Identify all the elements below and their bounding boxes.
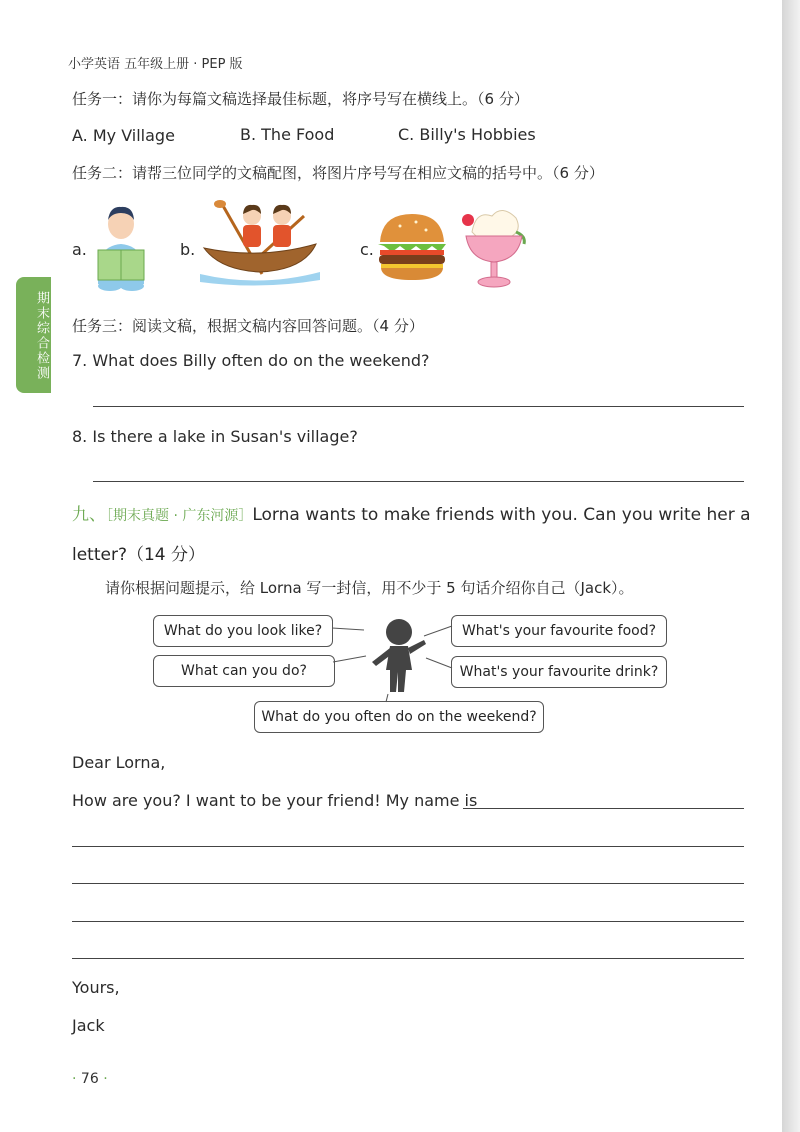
- letter-first-line: How are you? I want to be your friend! My name is: [72, 791, 478, 810]
- section9-title-line1: [72, 500, 751, 525]
- section9-prompt: Lorna wants to make friends with you. Can you write her a: [252, 505, 751, 525]
- answer-line-7[interactable]: [93, 406, 744, 407]
- name-blank-line[interactable]: [463, 808, 744, 809]
- writing-line[interactable]: [72, 921, 744, 922]
- boy-reading-picture: [90, 200, 152, 292]
- writing-line[interactable]: [72, 883, 744, 884]
- stick-figure-with-pointers: [330, 610, 455, 706]
- side-tab: [16, 277, 51, 393]
- question-7: 7. What does Billy often do on the weekend?: [72, 351, 430, 370]
- task3-instruction: 任务三：阅读文稿，根据文稿内容回答问题。（4 分）: [72, 317, 424, 335]
- letter-signature: Jack: [72, 1016, 105, 1035]
- question-8: 8. Is there a lake in Susan's village?: [72, 427, 358, 446]
- bubble-look-like: What do you look like?: [153, 615, 333, 647]
- book-header: 小学英语 五年级上册 · PEP 版: [68, 57, 243, 72]
- picture-label-b: b.: [180, 240, 196, 259]
- ice-cream-sundae-picture: [458, 202, 530, 290]
- bubble-favourite-drink: What's your favourite drink?: [451, 656, 667, 688]
- picture-label-c: c.: [360, 240, 374, 259]
- bubble-can-do: What can you do?: [153, 655, 335, 687]
- writing-line[interactable]: [72, 846, 744, 847]
- hamburger-picture: [376, 212, 448, 282]
- writing-line[interactable]: [72, 958, 744, 959]
- section9-instruction: 请你根据问题提示，给 Lorna 写一封信，用不少于 5 句话介绍你自己（Jack）。: [105, 579, 634, 597]
- task2-instruction: 任务二：请帮三位同学的文稿配图，将图片序号写在相应文稿的括号中。（6 分）: [72, 164, 604, 182]
- section9-title-line2: letter?（14 分）: [72, 545, 206, 565]
- source-tag: ［期末真题 · 广东河源］: [106, 508, 253, 524]
- page-number-value: 76: [80, 1071, 99, 1087]
- page-number: · 76 ·: [72, 1071, 108, 1087]
- option-c: C. Billy's Hobbies: [398, 125, 536, 144]
- task1-instruction: 任务一：请你为每篇文稿选择最佳标题，将序号写在横线上。（6 分）: [72, 90, 529, 108]
- option-b: B. The Food: [240, 125, 335, 144]
- boys-rowing-boat-picture: [200, 196, 320, 286]
- letter-greeting: Dear Lorna,: [72, 753, 166, 772]
- picture-label-a: a.: [72, 240, 87, 259]
- page-edge-shadow: [782, 0, 800, 1132]
- letter-closing: Yours,: [72, 978, 120, 997]
- side-tab-label: 期末综合检测: [34, 291, 49, 381]
- answer-line-8[interactable]: [93, 481, 744, 482]
- option-a: A. My Village: [72, 126, 175, 145]
- bubble-weekend: What do you often do on the weekend?: [254, 701, 544, 733]
- bubble-favourite-food: What's your favourite food?: [451, 615, 667, 647]
- section-number: 九、: [72, 505, 106, 525]
